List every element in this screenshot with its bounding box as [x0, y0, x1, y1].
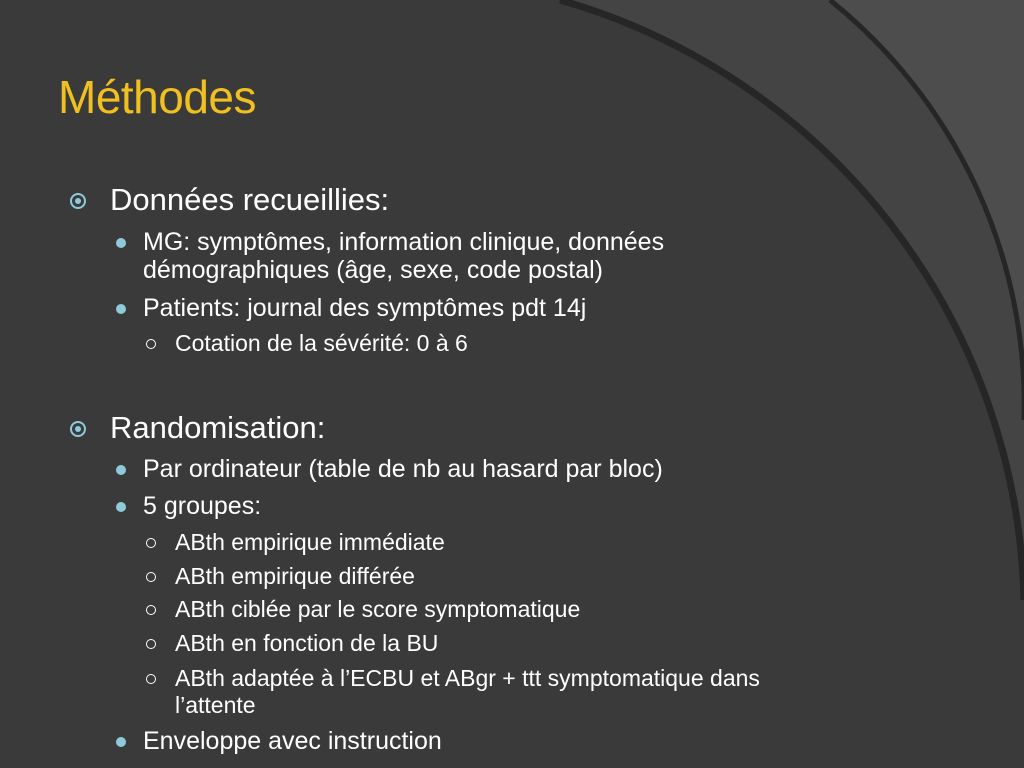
bullet-group-3: [175, 596, 580, 623]
hollow-circle-bullet-icon: [146, 339, 156, 349]
dot-bullet-icon: [116, 502, 126, 512]
bullet-text-line2: l’attente: [175, 692, 256, 718]
dot-bullet-icon: [116, 737, 126, 747]
bullet-group-4: [175, 630, 438, 657]
bullet-text: Patients: journal des symptômes pdt 14j: [143, 294, 587, 322]
bullet-text: Randomisation:: [110, 410, 326, 445]
bullet-ordinateur: [143, 455, 663, 483]
bullet-donnees: [110, 183, 389, 217]
bullet-text: ABth ciblée par le score symptomatique: [175, 596, 581, 622]
hollow-circle-bullet-icon: [146, 538, 156, 548]
bullet-text: ABth empirique immédiate: [175, 529, 445, 555]
bullet-text: Par ordinateur (table de nb au hasard par bloc): [143, 455, 663, 483]
hollow-circle-bullet-icon: [146, 674, 156, 684]
circle-bullet-icon: [70, 193, 86, 209]
bullet-text: Enveloppe avec instruction: [143, 727, 442, 755]
bullet-text: Données recueillies:: [110, 182, 390, 217]
bullet-patients: [143, 294, 586, 322]
bullet-text: ABth en fonction de la BU: [175, 630, 439, 656]
bullet-text: ABth empirique différée: [175, 563, 415, 589]
bullet-text-line2: démographiques (âge, sexe, code postal): [143, 256, 604, 284]
dot-bullet-icon: [116, 238, 126, 248]
bullet-text: Cotation de la sévérité: 0 à 6: [175, 330, 468, 356]
bullet-text: 5 groupes:: [143, 492, 262, 520]
bullet-cotation: [175, 330, 468, 357]
bullet-text-line1: ABth adaptée à l’ECBU et ABgr + ttt symptomatique dans: [175, 665, 760, 691]
bullet-enveloppe: [143, 727, 442, 755]
hollow-circle-bullet-icon: [146, 605, 156, 615]
bullet-group-5: [175, 665, 760, 719]
hollow-circle-bullet-icon: [146, 572, 156, 582]
dot-bullet-icon: [116, 304, 126, 314]
bullet-groupes: [143, 492, 261, 520]
hollow-circle-bullet-icon: [146, 639, 156, 649]
bullet-randomisation: [110, 411, 325, 445]
bullet-group-2: [175, 563, 415, 590]
slide-title: Méthodes: [58, 71, 257, 123]
bullet-group-1: [175, 529, 445, 556]
dot-bullet-icon: [116, 465, 126, 475]
bullet-text-line1: MG: symptômes, information clinique, données: [143, 228, 665, 256]
circle-bullet-icon: [70, 421, 86, 437]
bullet-mg: [143, 228, 664, 284]
